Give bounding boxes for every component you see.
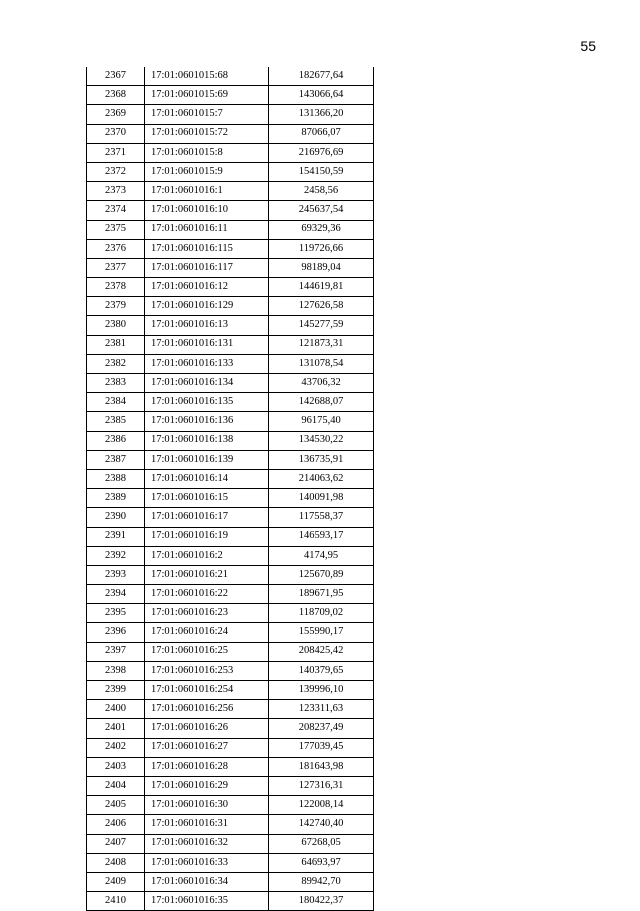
table-row — [87, 450, 374, 469]
cadastral-value-cell: 64693,97 — [269, 853, 374, 872]
cadastral-number-cell: 17:01:0601016:10 — [145, 201, 269, 220]
cadastral-number-cell: 17:01:0601016:256 — [145, 700, 269, 719]
table-row — [87, 585, 374, 604]
cadastral-value-cell: 87066,07 — [269, 124, 374, 143]
table-row — [87, 546, 374, 565]
table-row — [87, 201, 374, 220]
table-row — [87, 738, 374, 757]
table-row — [87, 239, 374, 258]
cadastral-number-cell: 17:01:0601016:25 — [145, 642, 269, 661]
cadastral-value-cell: 216976,69 — [269, 143, 374, 162]
cadastral-number-cell: 17:01:0601015:8 — [145, 143, 269, 162]
table-row — [87, 565, 374, 584]
row-number-cell: 2408 — [87, 853, 145, 872]
cadastral-number-cell: 17:01:0601016:28 — [145, 757, 269, 776]
row-number-cell: 2402 — [87, 738, 145, 757]
cadastral-number-cell: 17:01:0601016:1 — [145, 182, 269, 201]
cadastral-value-table — [86, 67, 374, 911]
cadastral-value-cell: 131078,54 — [269, 354, 374, 373]
cadastral-value-cell: 140379,65 — [269, 661, 374, 680]
cadastral-value-cell: 146593,17 — [269, 527, 374, 546]
row-number-cell: 2378 — [87, 278, 145, 297]
cadastral-number-cell: 17:01:0601016:134 — [145, 374, 269, 393]
table-row — [87, 642, 374, 661]
cadastral-number-cell: 17:01:0601016:115 — [145, 239, 269, 258]
cadastral-number-cell: 17:01:0601016:21 — [145, 565, 269, 584]
cadastral-number-cell: 17:01:0601016:27 — [145, 738, 269, 757]
cadastral-value-cell: 154150,59 — [269, 162, 374, 181]
table-body — [87, 67, 374, 911]
cadastral-number-cell: 17:01:0601016:2 — [145, 546, 269, 565]
page-number: 55 — [580, 38, 596, 54]
table-row — [87, 700, 374, 719]
row-number-cell: 2375 — [87, 220, 145, 239]
table-row — [87, 527, 374, 546]
row-number-cell: 2386 — [87, 431, 145, 450]
row-number-cell: 2409 — [87, 872, 145, 891]
row-number-cell: 2369 — [87, 105, 145, 124]
cadastral-number-cell: 17:01:0601016:253 — [145, 661, 269, 680]
cadastral-number-cell: 17:01:0601016:13 — [145, 316, 269, 335]
cadastral-number-cell: 17:01:0601016:32 — [145, 834, 269, 853]
cadastral-number-cell: 17:01:0601016:14 — [145, 469, 269, 488]
cadastral-value-cell: 89942,70 — [269, 872, 374, 891]
table-row — [87, 67, 374, 86]
table-row — [87, 834, 374, 853]
row-number-cell: 2401 — [87, 719, 145, 738]
cadastral-number-cell: 17:01:0601016:136 — [145, 412, 269, 431]
cadastral-number-cell: 17:01:0601016:133 — [145, 354, 269, 373]
cadastral-number-cell: 17:01:0601016:139 — [145, 450, 269, 469]
table-row — [87, 757, 374, 776]
table-row — [87, 354, 374, 373]
cadastral-value-cell: 121873,31 — [269, 335, 374, 354]
table-row — [87, 220, 374, 239]
cadastral-value-cell: 177039,45 — [269, 738, 374, 757]
row-number-cell: 2374 — [87, 201, 145, 220]
cadastral-value-cell: 143066,64 — [269, 86, 374, 105]
row-number-cell: 2395 — [87, 604, 145, 623]
row-number-cell: 2372 — [87, 162, 145, 181]
row-number-cell: 2382 — [87, 354, 145, 373]
cadastral-number-cell: 17:01:0601016:117 — [145, 258, 269, 277]
cadastral-value-cell: 145277,59 — [269, 316, 374, 335]
row-number-cell: 2396 — [87, 623, 145, 642]
cadastral-number-cell: 17:01:0601016:29 — [145, 776, 269, 795]
cadastral-number-cell: 17:01:0601016:23 — [145, 604, 269, 623]
cadastral-value-cell: 43706,32 — [269, 374, 374, 393]
row-number-cell: 2379 — [87, 297, 145, 316]
cadastral-value-cell: 140091,98 — [269, 489, 374, 508]
row-number-cell: 2405 — [87, 796, 145, 815]
row-number-cell: 2398 — [87, 661, 145, 680]
table-row — [87, 508, 374, 527]
cadastral-value-cell: 118709,02 — [269, 604, 374, 623]
cadastral-number-cell: 17:01:0601016:24 — [145, 623, 269, 642]
row-number-cell: 2410 — [87, 892, 145, 911]
cadastral-number-cell: 17:01:0601016:26 — [145, 719, 269, 738]
row-number-cell: 2376 — [87, 239, 145, 258]
cadastral-value-cell: 182677,64 — [269, 67, 374, 86]
cadastral-value-cell: 67268,05 — [269, 834, 374, 853]
table-row — [87, 872, 374, 891]
cadastral-value-cell: 117558,37 — [269, 508, 374, 527]
table-row — [87, 681, 374, 700]
cadastral-number-cell: 17:01:0601015:9 — [145, 162, 269, 181]
cadastral-value-cell: 2458,56 — [269, 182, 374, 201]
cadastral-number-cell: 17:01:0601016:138 — [145, 431, 269, 450]
row-number-cell: 2407 — [87, 834, 145, 853]
row-number-cell: 2404 — [87, 776, 145, 795]
table-row — [87, 278, 374, 297]
row-number-cell: 2368 — [87, 86, 145, 105]
row-number-cell: 2381 — [87, 335, 145, 354]
row-number-cell: 2385 — [87, 412, 145, 431]
cadastral-value-cell: 96175,40 — [269, 412, 374, 431]
cadastral-number-cell: 17:01:0601016:34 — [145, 872, 269, 891]
cadastral-value-cell: 136735,91 — [269, 450, 374, 469]
cadastral-number-cell: 17:01:0601016:135 — [145, 393, 269, 412]
row-number-cell: 2371 — [87, 143, 145, 162]
table-row — [87, 604, 374, 623]
row-number-cell: 2373 — [87, 182, 145, 201]
cadastral-value-cell: 98189,04 — [269, 258, 374, 277]
table-row — [87, 316, 374, 335]
cadastral-value-cell: 208237,49 — [269, 719, 374, 738]
cadastral-value-cell: 142740,40 — [269, 815, 374, 834]
table-row — [87, 853, 374, 872]
table-row — [87, 297, 374, 316]
cadastral-number-cell: 17:01:0601016:22 — [145, 585, 269, 604]
cadastral-value-cell: 131366,20 — [269, 105, 374, 124]
table-row — [87, 124, 374, 143]
cadastral-number-cell: 17:01:0601016:17 — [145, 508, 269, 527]
cadastral-number-cell: 17:01:0601016:35 — [145, 892, 269, 911]
row-number-cell: 2367 — [87, 67, 145, 86]
table-row — [87, 335, 374, 354]
cadastral-number-cell: 17:01:0601016:131 — [145, 335, 269, 354]
row-number-cell: 2380 — [87, 316, 145, 335]
table-row — [87, 86, 374, 105]
cadastral-value-cell: 189671,95 — [269, 585, 374, 604]
row-number-cell: 2397 — [87, 642, 145, 661]
cadastral-value-cell: 134530,22 — [269, 431, 374, 450]
row-number-cell: 2390 — [87, 508, 145, 527]
cadastral-number-cell: 17:01:0601016:19 — [145, 527, 269, 546]
cadastral-number-cell: 17:01:0601016:129 — [145, 297, 269, 316]
table-row — [87, 431, 374, 450]
row-number-cell: 2403 — [87, 757, 145, 776]
cadastral-value-cell: 208425,42 — [269, 642, 374, 661]
cadastral-value-cell: 144619,81 — [269, 278, 374, 297]
cadastral-number-cell: 17:01:0601016:15 — [145, 489, 269, 508]
cadastral-value-cell: 127316,31 — [269, 776, 374, 795]
row-number-cell: 2389 — [87, 489, 145, 508]
cadastral-value-cell: 245637,54 — [269, 201, 374, 220]
row-number-cell: 2377 — [87, 258, 145, 277]
row-number-cell: 2406 — [87, 815, 145, 834]
cadastral-value-cell: 139996,10 — [269, 681, 374, 700]
row-number-cell: 2392 — [87, 546, 145, 565]
cadastral-value-cell: 122008,14 — [269, 796, 374, 815]
row-number-cell: 2399 — [87, 681, 145, 700]
cadastral-number-cell: 17:01:0601016:11 — [145, 220, 269, 239]
table-row — [87, 143, 374, 162]
cadastral-number-cell: 17:01:0601015:69 — [145, 86, 269, 105]
cadastral-number-cell: 17:01:0601016:30 — [145, 796, 269, 815]
cadastral-number-cell: 17:01:0601016:12 — [145, 278, 269, 297]
table-row — [87, 393, 374, 412]
table-row — [87, 258, 374, 277]
cadastral-number-cell: 17:01:0601015:72 — [145, 124, 269, 143]
cadastral-value-cell: 142688,07 — [269, 393, 374, 412]
row-number-cell: 2393 — [87, 565, 145, 584]
table-row — [87, 719, 374, 738]
cadastral-value-cell: 125670,89 — [269, 565, 374, 584]
table-row — [87, 374, 374, 393]
row-number-cell: 2370 — [87, 124, 145, 143]
table-row — [87, 489, 374, 508]
row-number-cell: 2388 — [87, 469, 145, 488]
cadastral-number-cell: 17:01:0601016:31 — [145, 815, 269, 834]
table-row — [87, 623, 374, 642]
cadastral-value-cell: 119726,66 — [269, 239, 374, 258]
cadastral-value-cell: 181643,98 — [269, 757, 374, 776]
row-number-cell: 2383 — [87, 374, 145, 393]
table-row — [87, 469, 374, 488]
row-number-cell: 2394 — [87, 585, 145, 604]
table-row — [87, 661, 374, 680]
cadastral-value-cell: 123311,63 — [269, 700, 374, 719]
row-number-cell: 2384 — [87, 393, 145, 412]
cadastral-value-cell: 214063,62 — [269, 469, 374, 488]
table-row — [87, 796, 374, 815]
cadastral-value-cell: 4174,95 — [269, 546, 374, 565]
table-row — [87, 412, 374, 431]
table-row — [87, 105, 374, 124]
table-row — [87, 815, 374, 834]
table-row — [87, 892, 374, 911]
cadastral-number-cell: 17:01:0601015:7 — [145, 105, 269, 124]
row-number-cell: 2400 — [87, 700, 145, 719]
cadastral-number-cell: 17:01:0601015:68 — [145, 67, 269, 86]
cadastral-value-cell: 69329,36 — [269, 220, 374, 239]
table-row — [87, 162, 374, 181]
cadastral-number-cell: 17:01:0601016:33 — [145, 853, 269, 872]
cadastral-value-cell: 180422,37 — [269, 892, 374, 911]
table-row — [87, 776, 374, 795]
row-number-cell: 2391 — [87, 527, 145, 546]
cadastral-value-cell: 127626,58 — [269, 297, 374, 316]
cadastral-number-cell: 17:01:0601016:254 — [145, 681, 269, 700]
table-row — [87, 182, 374, 201]
cadastral-value-cell: 155990,17 — [269, 623, 374, 642]
row-number-cell: 2387 — [87, 450, 145, 469]
